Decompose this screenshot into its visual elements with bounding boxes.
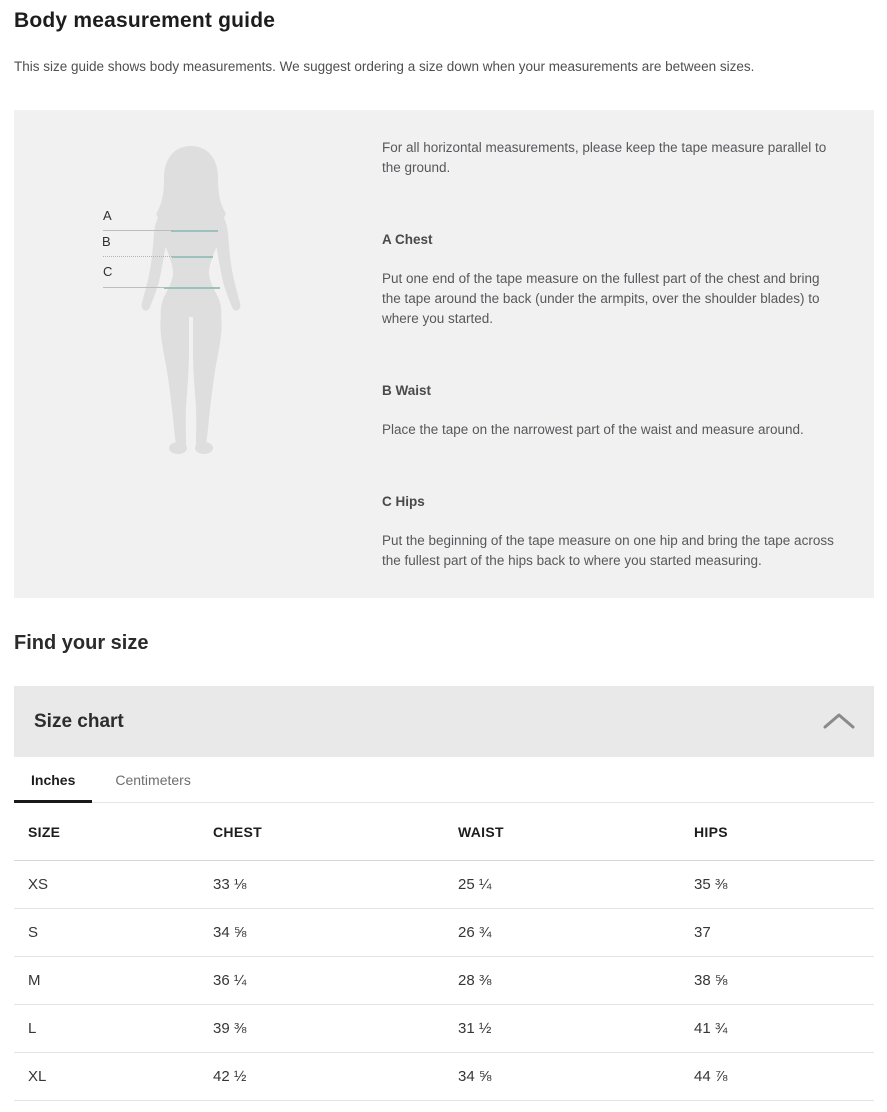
size-table	[14, 803, 874, 1101]
cell-chest: 33 ⅛	[213, 876, 247, 893]
column-header-hips: HIPS	[694, 823, 728, 840]
table-row-s	[14, 909, 874, 957]
chevron-up-icon	[822, 712, 856, 730]
column-header-chest: CHEST	[213, 823, 262, 840]
size-chart-accordion-header[interactable]	[14, 686, 874, 757]
size-table-header	[14, 803, 874, 861]
cell-waist: 31 ½	[458, 1020, 492, 1037]
cell-size: S	[28, 924, 39, 941]
body-silhouette-icon	[91, 140, 291, 465]
cell-hips: 38 ⅝	[694, 972, 728, 989]
cell-waist: 28 ⅜	[458, 972, 492, 989]
cell-hips: 37	[694, 924, 711, 941]
guide-intro-text: For all horizontal measurements, please keep the tape measure parallel to the ground.	[382, 140, 827, 175]
measurement-instructions	[382, 138, 840, 571]
cell-chest: 34 ⅝	[213, 924, 247, 941]
page-subtitle: This size guide shows body measurements. We suggest ordering a size down when your measurements are between sizes.	[14, 59, 755, 74]
column-header-waist: WAIST	[458, 823, 504, 840]
measurement-guide-panel	[14, 110, 874, 598]
body-figure-illustration	[14, 110, 374, 598]
size-chart-title: Size chart	[34, 710, 124, 732]
cell-waist: 25 ¼	[458, 876, 492, 893]
column-header-size: SIZE	[28, 823, 61, 840]
table-row-xs	[14, 861, 874, 909]
table-row-l	[14, 1005, 874, 1053]
unit-tabs	[14, 757, 874, 803]
hips-line-label: C	[103, 264, 113, 279]
find-your-size-heading: Find your size	[14, 632, 149, 654]
cell-hips: 44 ⅞	[694, 1068, 728, 1085]
cell-waist: 34 ⅝	[458, 1068, 492, 1085]
hips-measure-line	[103, 287, 220, 289]
guide-section-hips	[382, 492, 840, 571]
page-title: Body measurement guide	[14, 9, 276, 32]
table-row-m	[14, 957, 874, 1005]
cell-hips: 41 ¾	[694, 1020, 728, 1037]
table-row-xl	[14, 1053, 874, 1101]
guide-section-chest	[382, 230, 840, 329]
guide-section-body: Put the beginning of the tape measure on one hip and bring the tape across the fullest part of the hips back to where you started measuring.	[382, 533, 834, 568]
cell-chest: 39 ⅜	[213, 1020, 247, 1037]
cell-size: XL	[28, 1068, 47, 1085]
guide-section-heading: A Chest	[382, 232, 433, 247]
chest-line-label: A	[103, 208, 112, 223]
waist-line-label: B	[102, 234, 111, 249]
cell-size: L	[28, 1020, 37, 1037]
waist-measure-line	[103, 256, 213, 258]
cell-waist: 26 ¾	[458, 924, 492, 941]
cell-chest: 42 ½	[213, 1068, 247, 1085]
cell-hips: 35 ⅜	[694, 876, 728, 893]
guide-section-heading: B Waist	[382, 383, 432, 398]
tab-centimeters[interactable]: Centimeters	[115, 771, 191, 788]
cell-size: XS	[28, 876, 49, 893]
guide-section-waist	[382, 381, 840, 440]
cell-chest: 36 ¼	[213, 972, 247, 989]
guide-section-heading: C Hips	[382, 494, 425, 509]
chest-measure-line	[103, 230, 218, 232]
guide-section-body: Place the tape on the narrowest part of the waist and measure around.	[382, 422, 804, 437]
tab-inches[interactable]: Inches	[14, 757, 92, 802]
guide-section-body: Put one end of the tape measure on the fullest part of the chest and bring the tape around the back (under the armpits, over the shoulder blades) to where you started.	[382, 271, 820, 326]
cell-size: M	[28, 972, 41, 989]
